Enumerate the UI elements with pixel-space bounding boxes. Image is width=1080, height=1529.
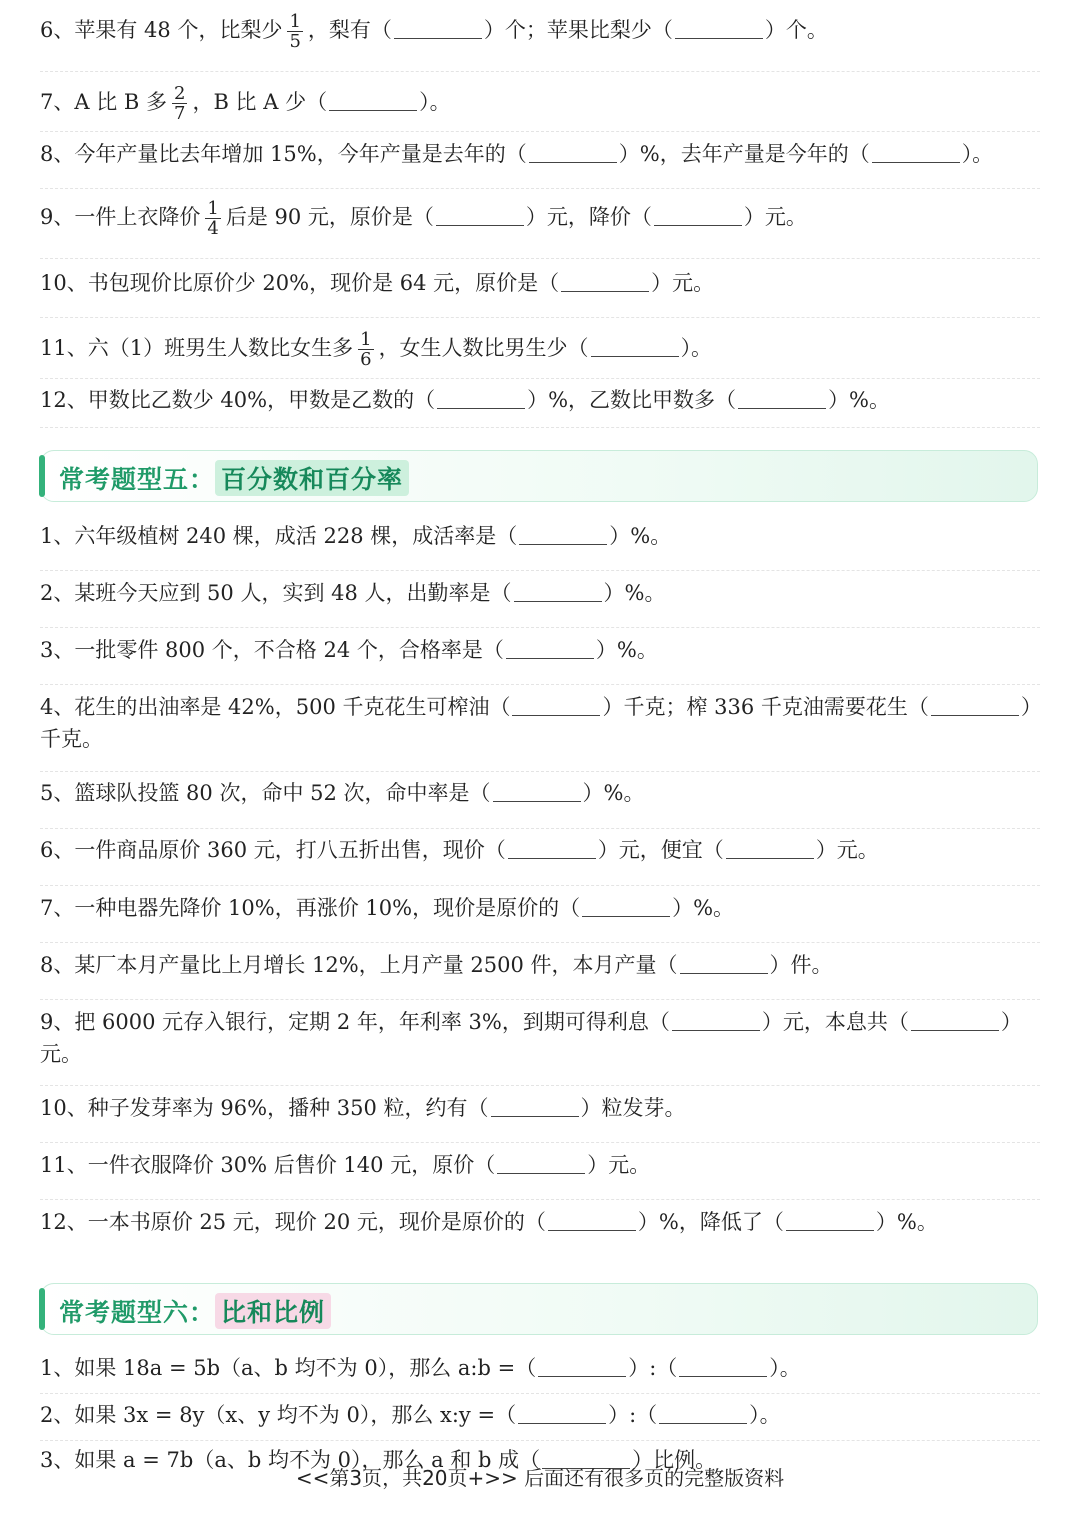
divider (40, 317, 1040, 318)
divider (40, 999, 1040, 1000)
answer-blank[interactable] (654, 205, 742, 226)
divider (40, 771, 1040, 772)
question-4-10: 10、书包现价比原价少 20%，现价是 64 元，原价是（ ）元。 (40, 271, 715, 295)
answer-blank[interactable] (680, 953, 768, 974)
answer-blank[interactable] (514, 581, 602, 602)
answer-blank[interactable] (561, 271, 649, 292)
question-5-1: 1、六年级植树 240 棵，成活 228 棵，成活率是（ ）%。 (40, 524, 672, 548)
answer-blank[interactable] (394, 18, 482, 39)
question-5-12: 12、一本书原价 25 元，现价 20 元，现价是原价的（ ）%，降低了（ ）%。 (40, 1210, 938, 1234)
question-4-12: 12、甲数比乙数少 40%，甲数是乙数的（ ）%，乙数比甲数多（ ）%。 (40, 388, 891, 412)
divider (40, 570, 1040, 571)
fraction: $\frac{1}{4}$ (207, 198, 219, 239)
question-5-3: 3、一批零件 800 个，不合格 24 个，合格率是（ ）%。 (40, 638, 658, 662)
question-5-6: 6、一件商品原价 360 元，打八五折出售，现价（ ）元，便宜（ ）元。 (40, 838, 879, 862)
answer-blank[interactable] (738, 388, 826, 409)
answer-blank[interactable] (591, 336, 679, 357)
divider (40, 1142, 1040, 1143)
fraction: $\frac{2}{7}$ (174, 83, 186, 124)
answer-blank[interactable] (506, 638, 594, 659)
heading-accent-bar (39, 1288, 45, 1330)
answer-blank[interactable] (519, 524, 607, 545)
answer-blank[interactable] (672, 1010, 760, 1031)
page-footer: <<第3页，共20页+>> 后面还有很多页的完整版资料 (295, 1466, 785, 1490)
divider (40, 1440, 1040, 1441)
answer-blank[interactable] (548, 1210, 636, 1231)
divider (40, 828, 1040, 829)
answer-blank[interactable] (582, 896, 670, 917)
question-5-4: 4、花生的出油率是 42%，500 千克花生可榨油（ ）千克；榨 336 千克油需要花生（ ）千克。 (40, 695, 1032, 751)
question-6-1: 1、如果 18a = 5b（a、b 均不为 0），那么 a:b =（ ）:（ ）。 (40, 1356, 801, 1380)
answer-blank[interactable] (491, 1096, 579, 1117)
answer-blank[interactable] (508, 838, 596, 859)
answer-blank[interactable] (931, 695, 1019, 716)
answer-blank[interactable] (911, 1010, 999, 1031)
question-4-6: 6、苹果有 48 个，比梨少 $\frac{1}{5}$ ，梨有（ ）个；苹果比梨少（ ）个。 (40, 11, 828, 52)
divider (40, 942, 1040, 943)
question-5-9: 9、把 6000 元存入银行，定期 2 年，年利率 3%，到期可得利息（ ）元，本息共（ ）元。 (40, 1010, 1022, 1066)
section-heading-5 (40, 450, 1038, 502)
answer-blank[interactable] (497, 1153, 585, 1174)
heading-label: 常考题型五： 百分数和百分率 (59, 460, 409, 496)
question-4-11: 11、六（1）班男生人数比女生多 $\frac{1}{6}$ ，女生人数比男生少（ ）。 (40, 329, 713, 370)
fraction: $\frac{1}{5}$ (289, 11, 301, 52)
section-heading-6 (40, 1283, 1038, 1335)
question-4-9: 9、一件上衣降价 $\frac{1}{4}$ 后是 90 元，原价是（ ）元，降价（ ）元。 (40, 198, 807, 239)
divider (40, 131, 1040, 132)
question-number: 6、 (40, 18, 75, 42)
question-text: 苹果有 48 个，比梨少 (74, 18, 283, 42)
answer-blank[interactable] (529, 142, 617, 163)
divider (40, 71, 1040, 72)
question-5-2: 2、某班今天应到 50 人，实到 48 人，出勤率是（ ）%。 (40, 581, 666, 605)
heading-topic: 百分数和百分率 (215, 460, 409, 496)
fraction: $\frac{1}{6}$ (360, 329, 372, 370)
answer-blank[interactable] (512, 695, 600, 716)
question-5-10: 10、种子发芽率为 96%，播种 350 粒，约有（ ）粒发芽。 (40, 1096, 686, 1120)
divider (40, 427, 1040, 428)
question-5-8: 8、某厂本月产量比上月增长 12%，上月产量 2500 件，本月产量（ ）件。 (40, 953, 833, 977)
divider (40, 188, 1040, 189)
answer-blank[interactable] (786, 1210, 874, 1231)
question-5-7: 7、一种电器先降价 10%，再涨价 10%，现价是原价的（ ）%。 (40, 896, 735, 920)
answer-blank[interactable] (329, 90, 417, 111)
question-6-2: 2、如果 3x = 8y（x、y 均不为 0），那么 x:y =（ ）:（ ）。 (40, 1403, 781, 1427)
answer-blank[interactable] (659, 1403, 747, 1424)
heading-topic: 比和比例 (215, 1293, 331, 1329)
divider (40, 378, 1040, 379)
divider (40, 627, 1040, 628)
divider (40, 1085, 1040, 1086)
heading-label: 常考题型六： 比和比例 (59, 1293, 331, 1329)
answer-blank[interactable] (538, 1356, 626, 1377)
divider (40, 258, 1040, 259)
question-4-8: 8、今年产量比去年增加 15%，今年产量是去年的（ ）%，去年产量是今年的（ ）。 (40, 142, 994, 166)
answer-blank[interactable] (437, 388, 525, 409)
answer-blank[interactable] (675, 18, 763, 39)
question-4-7: 7、A 比 B 多 $\frac{2}{7}$ ，B 比 A 少（ ）。 (40, 83, 451, 124)
answer-blank[interactable] (872, 142, 960, 163)
answer-blank[interactable] (518, 1403, 606, 1424)
divider (40, 1393, 1040, 1394)
question-5-5: 5、篮球队投篮 80 次，命中 52 次，命中率是（ ）%。 (40, 781, 645, 805)
answer-blank[interactable] (493, 781, 581, 802)
answer-blank[interactable] (726, 838, 814, 859)
divider (40, 1199, 1040, 1200)
question-5-11: 11、一件衣服降价 30% 后售价 140 元，原价（ ）元。 (40, 1153, 651, 1177)
answer-blank[interactable] (679, 1356, 767, 1377)
question-6-3: 3、如果 a = 7b（a、b 均不为 0），那么 a 和 b 成（ ）比例。 (40, 1448, 717, 1472)
divider (40, 885, 1040, 886)
heading-accent-bar (39, 455, 45, 497)
divider (40, 684, 1040, 685)
answer-blank[interactable] (436, 205, 524, 226)
